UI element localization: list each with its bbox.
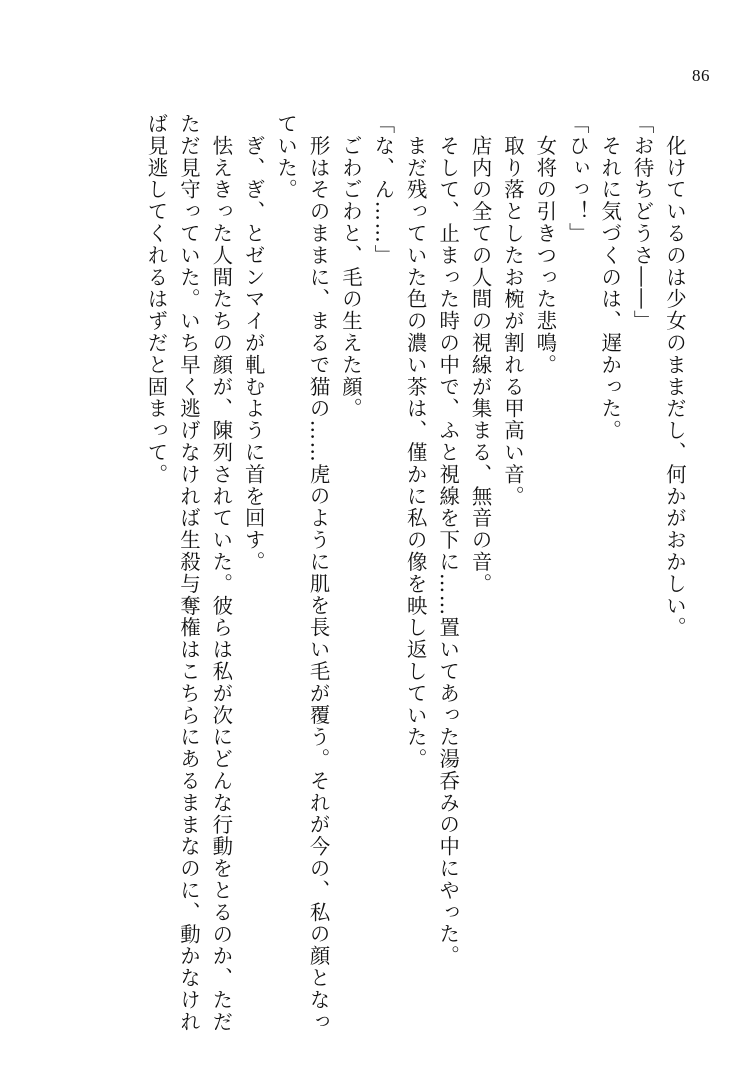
text-line: 女将の引きつった悲鳴。 [533, 113, 558, 376]
text-line: 店内の全ての人間の視線が集まる、無音の音。 [468, 113, 493, 595]
text-line: 取り落としたお椀が割れる甲高い音。 [500, 113, 525, 508]
text-line: そして、止まった時の中で、ふと視線を下に……置いてあった湯呑みの中にやった。 [436, 113, 461, 968]
text-line: 怯えきった人間たちの顔が、陳列されていた。彼らは私が次にどんな行動をとるのか、ただ [209, 113, 234, 1033]
text-line: ただ見守っていた。いち早く逃げなければ生殺与奪権はこちらにあるままなのに、動かなけれ [176, 113, 201, 1033]
vertical-text-body [140, 113, 691, 1033]
text-line: ていた。 [274, 113, 299, 201]
text-line: ごわごわと、毛の生えた顔。 [338, 113, 363, 420]
text-line: まだ残っていた色の濃い茶は、僅かに私の像を映し返していた。 [403, 113, 428, 770]
text-line: 化けているのは少女のままだし、何かがおかしい。 [663, 113, 687, 639]
text-line: 「ひぃっ！」 [565, 113, 590, 245]
text-line: 形はそのままに、まるで猫の……虎のように肌を長い毛が覆う。それが今の、私の顔となっ [306, 113, 331, 1033]
text-line: ぎ、ぎ、とゼンマイが軋むように首を回す。 [241, 113, 266, 573]
page-number: 86 [692, 66, 710, 85]
text-line: ば見逃してくれるはずだと固まって。 [144, 113, 169, 486]
text-line: それに気づくのは、遅かった。 [598, 113, 623, 442]
text-line: 「な、ん……」 [371, 113, 396, 267]
text-line: 「お待ちどうさ――」 [630, 113, 655, 332]
